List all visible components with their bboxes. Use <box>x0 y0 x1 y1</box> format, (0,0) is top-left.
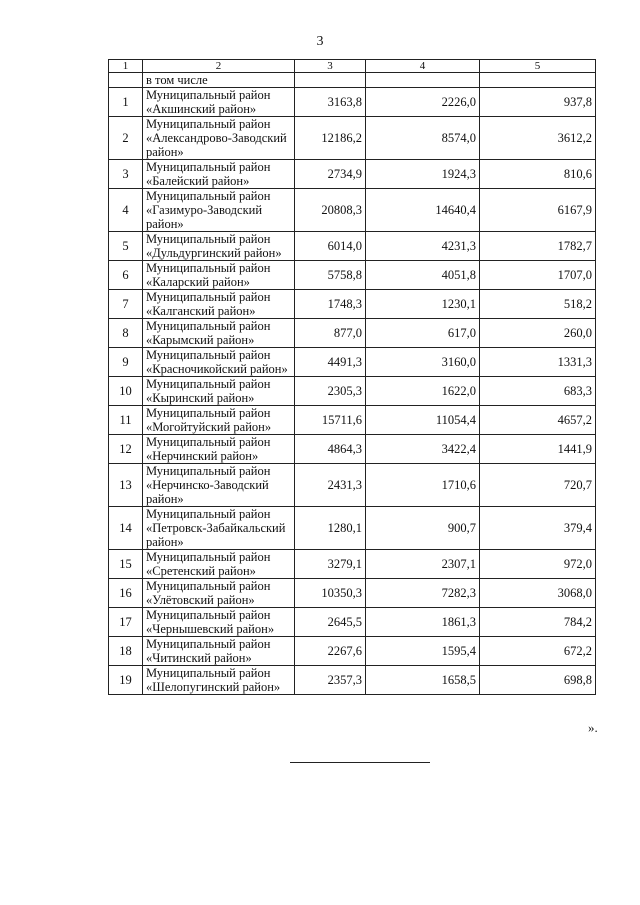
district-name-line: Муниципальный район <box>146 550 271 564</box>
district-name-line: Муниципальный район <box>146 377 271 391</box>
data-table <box>108 59 596 695</box>
subheader-empty-cell <box>366 73 480 88</box>
value-c4: 3160,0 <box>366 348 480 377</box>
row-number: 9 <box>109 348 143 377</box>
district-name-line: «Нерчинский район» <box>146 449 259 463</box>
district-name <box>143 377 295 406</box>
value-c4: 1595,4 <box>366 637 480 666</box>
value-c3: 4491,3 <box>295 348 366 377</box>
district-name-line: «Сретенский район» <box>146 564 256 578</box>
table-row <box>109 406 596 435</box>
district-name <box>143 160 295 189</box>
district-name-line: «Красночикойский район» <box>146 362 288 376</box>
district-name-line: «Карымский район» <box>146 333 255 347</box>
value-c5: 698,8 <box>480 666 596 695</box>
district-name-line: «Калганский район» <box>146 304 256 318</box>
subheader-empty-cell <box>109 73 143 88</box>
district-name-line: «Читинский район» <box>146 651 252 665</box>
table-row <box>109 261 596 290</box>
district-name-line: «Шелопугинский район» <box>146 680 281 694</box>
district-name-line: «Нерчинско-Заводский <box>146 478 269 492</box>
value-c4: 1924,3 <box>366 160 480 189</box>
table-row <box>109 666 596 695</box>
district-name-line: «Кыринский район» <box>146 391 255 405</box>
value-c5: 937,8 <box>480 88 596 117</box>
value-c4: 1230,1 <box>366 290 480 319</box>
value-c4: 11054,4 <box>366 406 480 435</box>
district-name-line: Муниципальный район <box>146 507 271 521</box>
district-name <box>143 348 295 377</box>
district-name <box>143 507 295 550</box>
row-number: 17 <box>109 608 143 637</box>
table-row <box>109 550 596 579</box>
district-name-line: Муниципальный район <box>146 406 271 420</box>
table-row <box>109 579 596 608</box>
value-c3: 1748,3 <box>295 290 366 319</box>
value-c3: 5758,8 <box>295 261 366 290</box>
district-name <box>143 189 295 232</box>
value-c3: 2357,3 <box>295 666 366 695</box>
district-name-line: район» <box>146 492 184 506</box>
value-c4: 900,7 <box>366 507 480 550</box>
table-row <box>109 507 596 550</box>
table-row <box>109 189 596 232</box>
subheader-row <box>109 73 596 88</box>
subheader-empty-cell <box>480 73 596 88</box>
column-header-3: 3 <box>295 60 366 73</box>
page-number: 3 <box>316 34 324 49</box>
district-name-line: Муниципальный район <box>146 189 271 203</box>
district-name-line: Муниципальный район <box>146 88 271 102</box>
value-c4: 2307,1 <box>366 550 480 579</box>
district-name <box>143 117 295 160</box>
table-row <box>109 290 596 319</box>
district-name-line: «Чернышевский район» <box>146 622 275 636</box>
table-row <box>109 319 596 348</box>
value-c3: 3279,1 <box>295 550 366 579</box>
district-name <box>143 666 295 695</box>
value-c3: 1280,1 <box>295 507 366 550</box>
table-row <box>109 232 596 261</box>
row-number: 7 <box>109 290 143 319</box>
value-c5: 720,7 <box>480 464 596 507</box>
value-c3: 2267,6 <box>295 637 366 666</box>
value-c5: 1441,9 <box>480 435 596 464</box>
table-row <box>109 88 596 117</box>
table-row <box>109 348 596 377</box>
district-name-line: Муниципальный район <box>146 319 271 333</box>
district-name-line: «Акшинский район» <box>146 102 257 116</box>
table-body <box>109 60 596 695</box>
district-name-line: Муниципальный район <box>146 666 271 680</box>
value-c4: 14640,4 <box>366 189 480 232</box>
district-name-line: «Каларский район» <box>146 275 250 289</box>
value-c3: 10350,3 <box>295 579 366 608</box>
row-number: 13 <box>109 464 143 507</box>
separator-line <box>290 762 430 763</box>
district-name <box>143 435 295 464</box>
column-number-row <box>109 60 596 73</box>
district-name-line: Муниципальный район <box>146 348 271 362</box>
district-name-line: Муниципальный район <box>146 261 271 275</box>
row-number: 6 <box>109 261 143 290</box>
district-name-line: «Александрово-Заводский <box>146 131 287 145</box>
district-name-line: Муниципальный район <box>146 160 271 174</box>
value-c5: 3612,2 <box>480 117 596 160</box>
row-number: 5 <box>109 232 143 261</box>
district-name-line: Муниципальный район <box>146 579 271 593</box>
value-c5: 784,2 <box>480 608 596 637</box>
district-name <box>143 579 295 608</box>
value-c4: 1622,0 <box>366 377 480 406</box>
value-c4: 1861,3 <box>366 608 480 637</box>
value-c3: 20808,3 <box>295 189 366 232</box>
value-c5: 972,0 <box>480 550 596 579</box>
value-c5: 260,0 <box>480 319 596 348</box>
district-name-line: Муниципальный район <box>146 290 271 304</box>
district-name-line: Муниципальный район <box>146 232 271 246</box>
value-c3: 2734,9 <box>295 160 366 189</box>
district-name <box>143 232 295 261</box>
closing-quote-mark: ». <box>588 720 598 735</box>
row-number: 14 <box>109 507 143 550</box>
value-c4: 8574,0 <box>366 117 480 160</box>
row-number: 10 <box>109 377 143 406</box>
value-c5: 1707,0 <box>480 261 596 290</box>
value-c5: 683,3 <box>480 377 596 406</box>
column-header-5: 5 <box>480 60 596 73</box>
value-c5: 518,2 <box>480 290 596 319</box>
row-number: 12 <box>109 435 143 464</box>
row-number: 1 <box>109 88 143 117</box>
value-c3: 15711,6 <box>295 406 366 435</box>
district-name-line: Муниципальный район <box>146 608 271 622</box>
table-row <box>109 637 596 666</box>
value-c3: 2645,5 <box>295 608 366 637</box>
row-number: 16 <box>109 579 143 608</box>
column-header-4: 4 <box>366 60 480 73</box>
value-c4: 1710,6 <box>366 464 480 507</box>
district-name <box>143 550 295 579</box>
district-name-line: «Балейский район» <box>146 174 250 188</box>
value-c4: 4051,8 <box>366 261 480 290</box>
table-row <box>109 464 596 507</box>
column-header-1: 1 <box>109 60 143 73</box>
district-name-line: «Дульдургинский район» <box>146 246 282 260</box>
value-c4: 7282,3 <box>366 579 480 608</box>
value-c4: 2226,0 <box>366 88 480 117</box>
value-c5: 672,2 <box>480 637 596 666</box>
table-row <box>109 377 596 406</box>
value-c5: 810,6 <box>480 160 596 189</box>
district-name-line: Муниципальный район <box>146 637 271 651</box>
row-number: 11 <box>109 406 143 435</box>
value-c5: 1331,3 <box>480 348 596 377</box>
subheader-label: в том числе <box>143 73 295 88</box>
value-c4: 4231,3 <box>366 232 480 261</box>
district-name-line: район» <box>146 535 184 549</box>
row-number: 15 <box>109 550 143 579</box>
value-c3: 877,0 <box>295 319 366 348</box>
district-name <box>143 637 295 666</box>
value-c5: 4657,2 <box>480 406 596 435</box>
district-name-line: район» <box>146 145 184 159</box>
value-c3: 4864,3 <box>295 435 366 464</box>
district-name-line: «Газимуро-Заводский <box>146 203 263 217</box>
district-name-line: Муниципальный район <box>146 435 271 449</box>
table-row <box>109 160 596 189</box>
district-name-line: «Петровск-Забайкальский <box>146 521 286 535</box>
district-name <box>143 261 295 290</box>
district-name-line: «Улётовский район» <box>146 593 255 607</box>
district-name <box>143 319 295 348</box>
district-name <box>143 406 295 435</box>
value-c5: 379,4 <box>480 507 596 550</box>
row-number: 4 <box>109 189 143 232</box>
value-c3: 2431,3 <box>295 464 366 507</box>
district-name <box>143 290 295 319</box>
row-number: 19 <box>109 666 143 695</box>
value-c5: 1782,7 <box>480 232 596 261</box>
row-number: 18 <box>109 637 143 666</box>
column-header-2: 2 <box>143 60 295 73</box>
row-number: 3 <box>109 160 143 189</box>
row-number: 8 <box>109 319 143 348</box>
table-row <box>109 117 596 160</box>
value-c3: 12186,2 <box>295 117 366 160</box>
value-c5: 3068,0 <box>480 579 596 608</box>
value-c3: 2305,3 <box>295 377 366 406</box>
district-name-line: Муниципальный район <box>146 464 271 478</box>
value-c4: 1658,5 <box>366 666 480 695</box>
table-row <box>109 435 596 464</box>
value-c3: 6014,0 <box>295 232 366 261</box>
district-name <box>143 88 295 117</box>
value-c4: 3422,4 <box>366 435 480 464</box>
district-name-line: «Могойтуйский район» <box>146 420 272 434</box>
district-name-line: район» <box>146 217 184 231</box>
value-c3: 3163,8 <box>295 88 366 117</box>
district-name <box>143 464 295 507</box>
value-c5: 6167,9 <box>480 189 596 232</box>
subheader-empty-cell <box>295 73 366 88</box>
district-name <box>143 608 295 637</box>
row-number: 2 <box>109 117 143 160</box>
table-row <box>109 608 596 637</box>
district-name-line: Муниципальный район <box>146 117 271 131</box>
value-c4: 617,0 <box>366 319 480 348</box>
